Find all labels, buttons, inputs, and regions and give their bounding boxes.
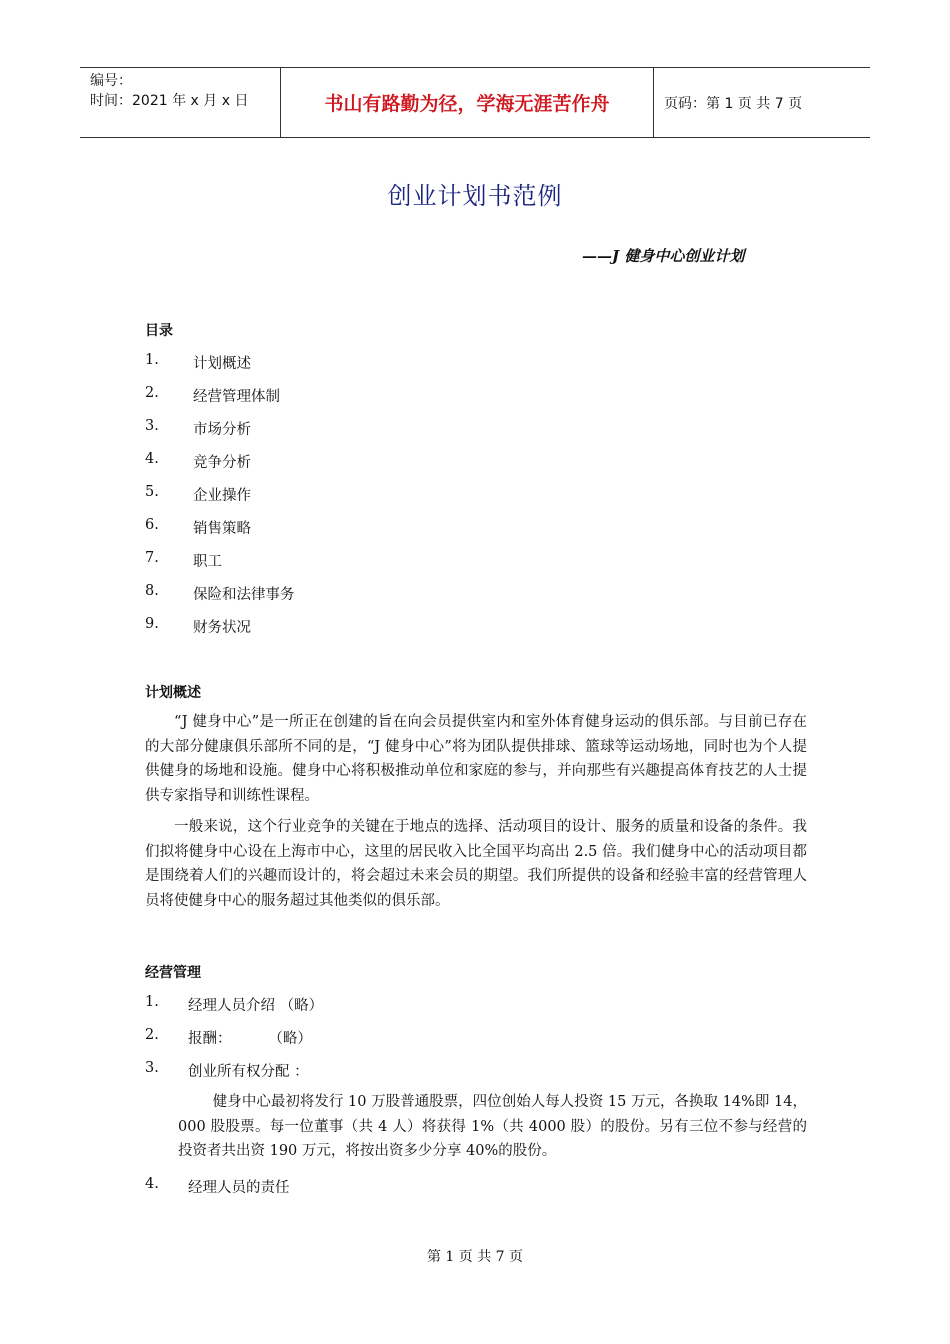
- toc-item-number: 9.: [145, 616, 159, 632]
- management-item-number: 4.: [145, 1176, 159, 1192]
- management-item-number: 3.: [145, 1060, 159, 1076]
- toc-item-label: 保险和法律事务: [193, 587, 295, 603]
- toc-item-label: 企业操作: [193, 488, 251, 504]
- page-info: 页码：第 1 页 共 7 页: [664, 95, 803, 112]
- overview-heading: 计划概述: [145, 685, 201, 701]
- overview-body: [145, 710, 807, 913]
- toc-item-number: 2.: [145, 385, 159, 401]
- toc-item-number: 5.: [145, 484, 159, 500]
- toc-item-number: 8.: [145, 583, 159, 599]
- management-heading: 经营管理: [145, 965, 201, 981]
- management-item-label: 报酬： （略）: [188, 1031, 312, 1047]
- overview-paragraph-1: “J 健身中心”是一所正在创建的旨在向会员提供室内和室外体育健身运动的俱乐部。与目前已存在的大部分健康俱乐部所不同的是，“J 健身中心”将为团队提供排球、篮球等运动场地，同时也为个人提供健身的场地和设施。健身中心将积极推动单位和家庭的参与，并向那些有兴趣提高体育技艺的人士提供专家指导和训练性课程。: [145, 714, 807, 804]
- management-item-label: 创业所有权分配 ：: [188, 1064, 309, 1080]
- header-page-cell: [654, 68, 870, 137]
- toc-item-number: 7.: [145, 550, 159, 566]
- toc-item-label: 经营管理体制: [193, 389, 280, 405]
- document-subtitle: ——J 健身中心创业计划: [582, 247, 745, 265]
- toc-item-label: 市场分析: [193, 422, 251, 438]
- overview-paragraph-2: 一般来说，这个行业竞争的关键在于地点的选择、活动项目的设计、服务的质量和设备的条件。我们拟将健身中心设在上海市中心，这里的居民收入比全国平均高出 2.5 倍。我们健身中心的活动项目都是围绕着人们的兴趣而设计的，将会超过未来会员的期望。我们所提供的设备和经验丰富的经营管理人员将使健身中心的服务超过其他类似的俱乐部。: [145, 819, 807, 909]
- motto-text: 书山有路勤为径，学海无涯苦作舟: [324, 93, 610, 115]
- toc-item-label: 竞争分析: [193, 455, 251, 471]
- document-title: 创业计划书范例: [387, 182, 563, 210]
- time-label: 时间：2021 年 x 月 x 日: [90, 93, 249, 109]
- toc-item-number: 6.: [145, 517, 159, 533]
- ownership-body: [178, 1090, 807, 1164]
- toc-item-number: 4.: [145, 451, 159, 467]
- management-item-label: 经理人员介绍 （略）: [188, 998, 324, 1014]
- toc-item-label: 职工: [193, 554, 222, 570]
- header-meta-cell: [80, 68, 281, 137]
- toc-item-number: 1.: [145, 352, 159, 368]
- header-table: [80, 67, 870, 138]
- toc-item-label: 财务状况: [193, 620, 251, 636]
- management-item-number: 1.: [145, 994, 159, 1010]
- ownership-paragraph: 健身中心最初将发行 10 万股普通股票，四位创始人每人投资 15 万元，各换取 14%即 14，000 股股票。每一位董事（共 4 人）将获得 1%（共 4000 股）的股份。另有三位不参与经营的投资者共出资 190 万元，将按出资多少分享 40%的股份。: [178, 1094, 807, 1159]
- management-item-number: 2.: [145, 1027, 159, 1043]
- number-label: 编号：: [90, 73, 132, 89]
- header-motto-cell: [281, 68, 654, 137]
- management-item-label: 经理人员的责任: [188, 1180, 290, 1196]
- page-footer: 第 1 页 共 7 页: [426, 1249, 524, 1265]
- toc-item-number: 3.: [145, 418, 159, 434]
- toc-item-label: 销售策略: [193, 521, 251, 537]
- toc-heading: 目录: [145, 323, 173, 339]
- toc-item-label: 计划概述: [193, 356, 251, 372]
